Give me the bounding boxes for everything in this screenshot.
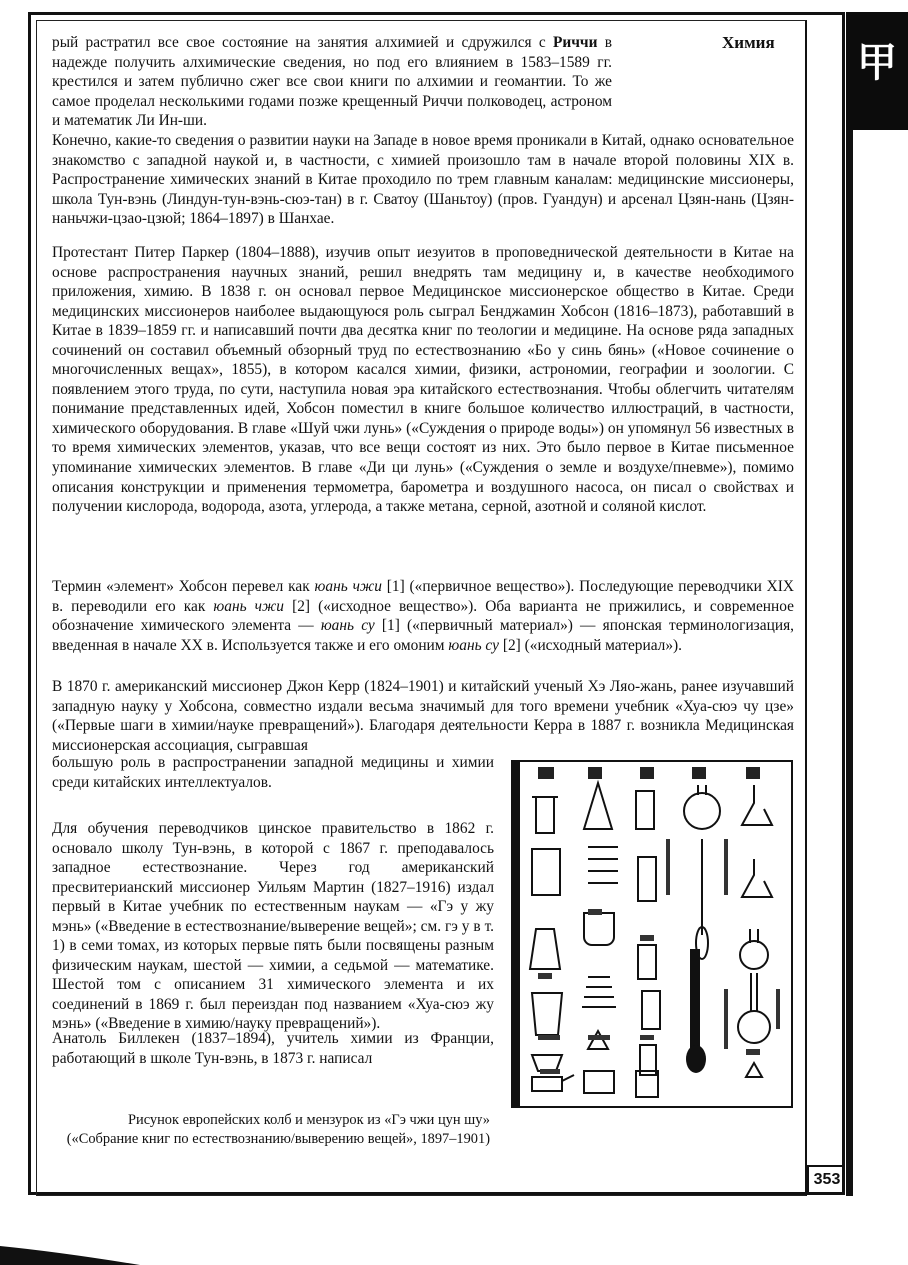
paragraph-2: Конечно, какие-то сведения о развитии науки на Западе в новое время проникали в Китай, однако основательное знакомство с западной наукой и, в частности, с химией произошло там в начале второй половины XIX в. Распространение химических знаний в Китае проходило по трем главным каналам: медицинские миссионеры, школа Тун-вэнь (Линдун-тун-вэнь-сюэ-тан) в г. Сватоу (Шаньтоу) (пров. Гуандун) и арсенал Цзян-нань (Цзян-наньчжи-цзао-цзюй; 1864–1897) в Шанхае. xyxy=(52,132,794,228)
glassware-drawing xyxy=(510,759,794,1109)
paragraph-6: Для обучения переводчиков цинское правительство в 1862 г. основало школу Тун-вэнь, в которой с 1867 г. преподавалось западное естествознание. Через год американский пресвитерианский миссионер Уильям Мартин (1827–1916) издал первый в Китае учебник по естественным наукам — «Гэ у жу мэнь» («Введение в естествознание/выверение вещей»; см. гэ у в т. 1) в семи томах, из которых первые пять были посвящены разным физическим наукам, шестой — химии, а седьмой — математике. Шестой том с описанием 31 химического элемента и их соединений в 1869 г. был переиздан под названием «Хуа-сюэ жу мэнь» («Введение в химию/науку превращений»). xyxy=(52,820,494,1033)
paragraph-4: Термин «элемент» Хобсон перевел как юань чжи [1] («первичное вещество»). Последующие переводчики XIX в. переводили его как юань чжи [2] («исходное вещество»). Оба варианта не прижились, и современное обозначение химического элемента — юань су [1] («первичный материал») — японская терминологизация, введенная в начале XX в. Используется также и его омоним юань су [2] («исходный материал»). xyxy=(52,578,795,654)
side-bar xyxy=(846,130,853,1196)
paragraph-5: В 1870 г. американский миссионер Джон Керр (1824–1901) и китайский ученый Хэ Ляо-жань, ранее изучавший западную науку у Хобсона, совместно издали весьма значимый для того времени учебник «Хуа-сюэ чу цзе» («Первые шаги в химии/науке превращений»). Благодаря деятельности Керра в 1887 г. возникла Медицинская миссионерская ассоциация, сыгравшая xyxy=(52,678,794,754)
running-head: Химия xyxy=(722,33,775,52)
scan-shadow xyxy=(0,1232,140,1265)
paragraph-5-continued: большую роль в распространении западной медицины и химии среди китайских интеллектуалов. xyxy=(52,754,494,791)
bold-name: Риччи xyxy=(552,34,598,51)
paragraph-3: Протестант Питер Паркер (1804–1888), изучив опыт иезуитов в проповеднической деятельности в Китае на основе распространения научных знаний, решил внедрять там медицину и, в качестве необходимого приложения, химию. В 1838 г. он основал первое Медицинское миссионерское общество в Китае. Среди медицинских миссионеров наиболее выдающуюся роль сыграл Бенджамин Хобсон (1816–1873), работавший в Китае в 1839–1859 гг. и написавший почти два десятка книг по теологии и медицине. На основе ряда западных сочинений он составил объемный обзорный труд по естествознанию «Бо у синь бянь» («Новое сочинение о многочисленных вещах», 1855), в котором касался химии, физики, астрономии, географии и зоологии. С появлением этого труда, по сути, наступила новая эра китайского естествознания. Чтобы облегчить читателям понимание представленных идей, Хобсон поместил в книге большое количество иллюстраций, в частности, химического оборудования. В главе «Шуй чжи лунь» («Суждения о природе воды») он упомянул 56 известных в то время химических элементов, указав, что все вещи состоят из них. Это было первое в Китае письменное упоминание химических элементов. В главе «Ди ци лунь» («Суждения о земле и воздухе/пневме»), помимо описания конструкции и применения термометра, барометра и воздушного насоса, он писал о свойствах и получении кислорода, водорода, азота, углерода, а также метана, серной, азотной и соляной кислот. xyxy=(52,244,794,516)
figure-caption: Рисунок европейских колб и мензурок из «Гэ чжи цун шу» («Собрание книг по естествознанию/выверению вещей», 1897–1901) xyxy=(66,1112,490,1147)
page-number: 353 xyxy=(807,1165,845,1192)
paragraph-7: Анатоль Биллекен (1837–1894), учитель химии из Франции, работающий в школе Тун-вэнь, в 1873 г. написал xyxy=(52,1030,494,1067)
section-tab-glyph: 甲 xyxy=(857,40,897,86)
glassware-illustration xyxy=(510,759,794,1109)
paragraph-1: рый растратил все свое состояние на занятия алхимией и сдружился с Риччи в надежде получить алхимические сведения, но под его влиянием в 1583–1589 гг. крестился и затем публично сжег все свои книги по алхимии и геомантии. То же самое проделал несколькими годами позже крещенный Риччи полководец, астроном и математик Ли Ин-ши. xyxy=(52,34,612,130)
